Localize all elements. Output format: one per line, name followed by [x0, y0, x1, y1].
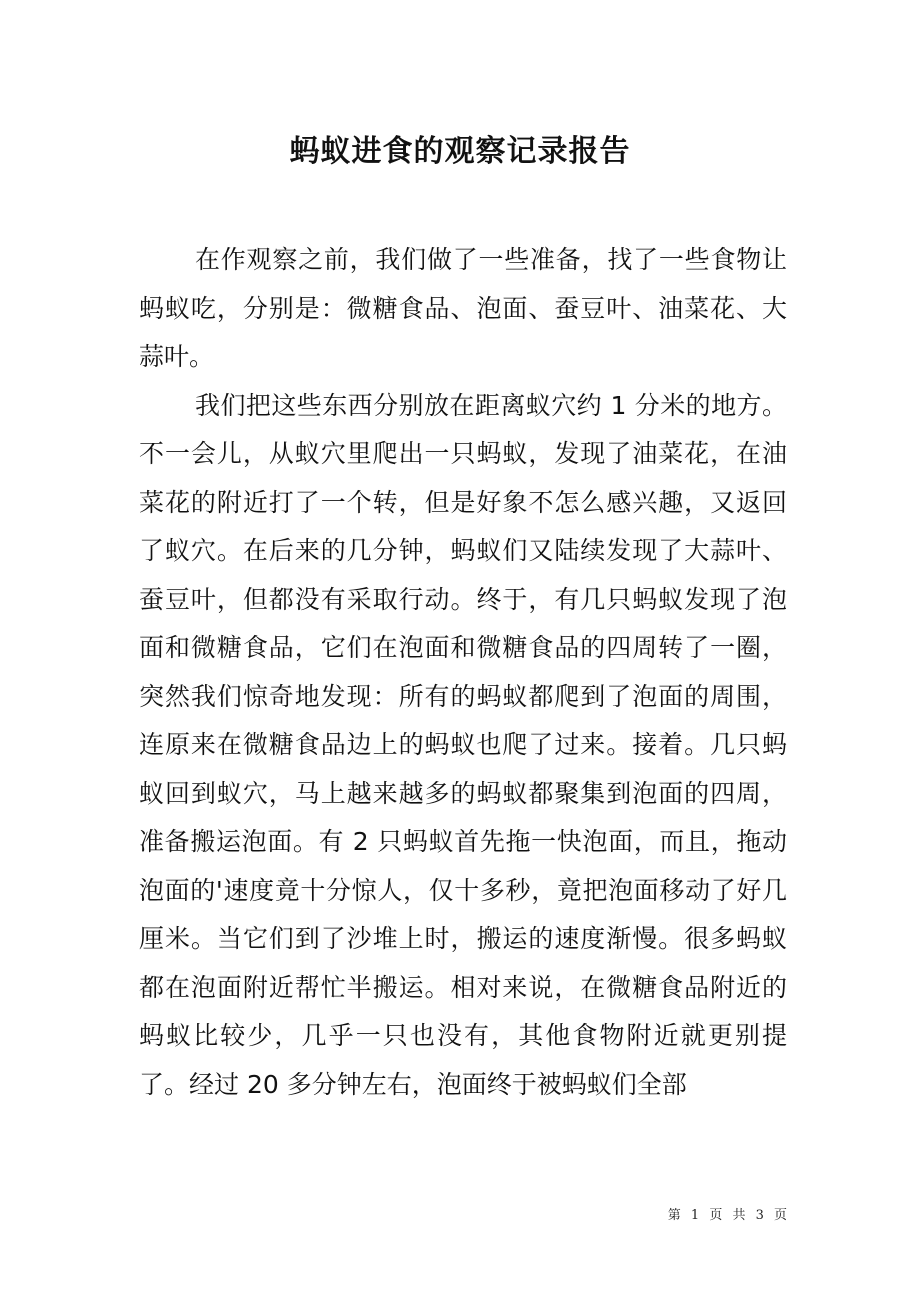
paragraph-observation: 我们把这些东西分别放在距离蚁穴约 1 分米的地方。不一会儿，从蚁穴里爬出一只蚂蚁，发现了油菜花，在油菜花的附近打了一个转，但是好象不怎么感兴趣，又返回了蚁穴。在后来的几分钟，蚂蚁们又陆续发现了大蒜叶、蚕豆叶，但都没有采取行动。终于，有几只蚂蚁发现了泡面和微糖食品，它们在泡面和微糖食品的四周转了一圈，突然我们惊奇地发现：所有的蚂蚁都爬到了泡面的周围，连原来在微糖食品边上的蚂蚁也爬了过来。接着。几只蚂蚁回到蚁穴，马上越来越多的蚂蚁都聚集到泡面的四周，准备搬运泡面。有 2 只蚂蚁首先拖一快泡面，而且，拖动泡面的'速度竟十分惊人，仅十多秒，竟把泡面移动了好几厘米。当它们到了沙堆上时，搬运的速度渐慢。很多蚂蚁都在泡面附近帮忙半搬运。相对来说，在微糖食品附近的蚂蚁比较少，几乎一只也没有，其他食物附近就更别提了。经过 20 多分钟左右，泡面终于被蚂蚁们全部	[139, 390, 787, 1099]
paragraph-preparation: 在作观察之前，我们做了一些准备，找了一些食物让蚂蚁吃，分别是：微糖食品、泡面、蚕豆叶、油菜花、大蒜叶。	[139, 245, 787, 371]
document-body	[139, 236, 787, 1109]
page-number-footer: 第 1 页 共 3 页	[667, 1208, 790, 1223]
document-title: 蚂蚁进食的观察记录报告	[289, 134, 631, 169]
